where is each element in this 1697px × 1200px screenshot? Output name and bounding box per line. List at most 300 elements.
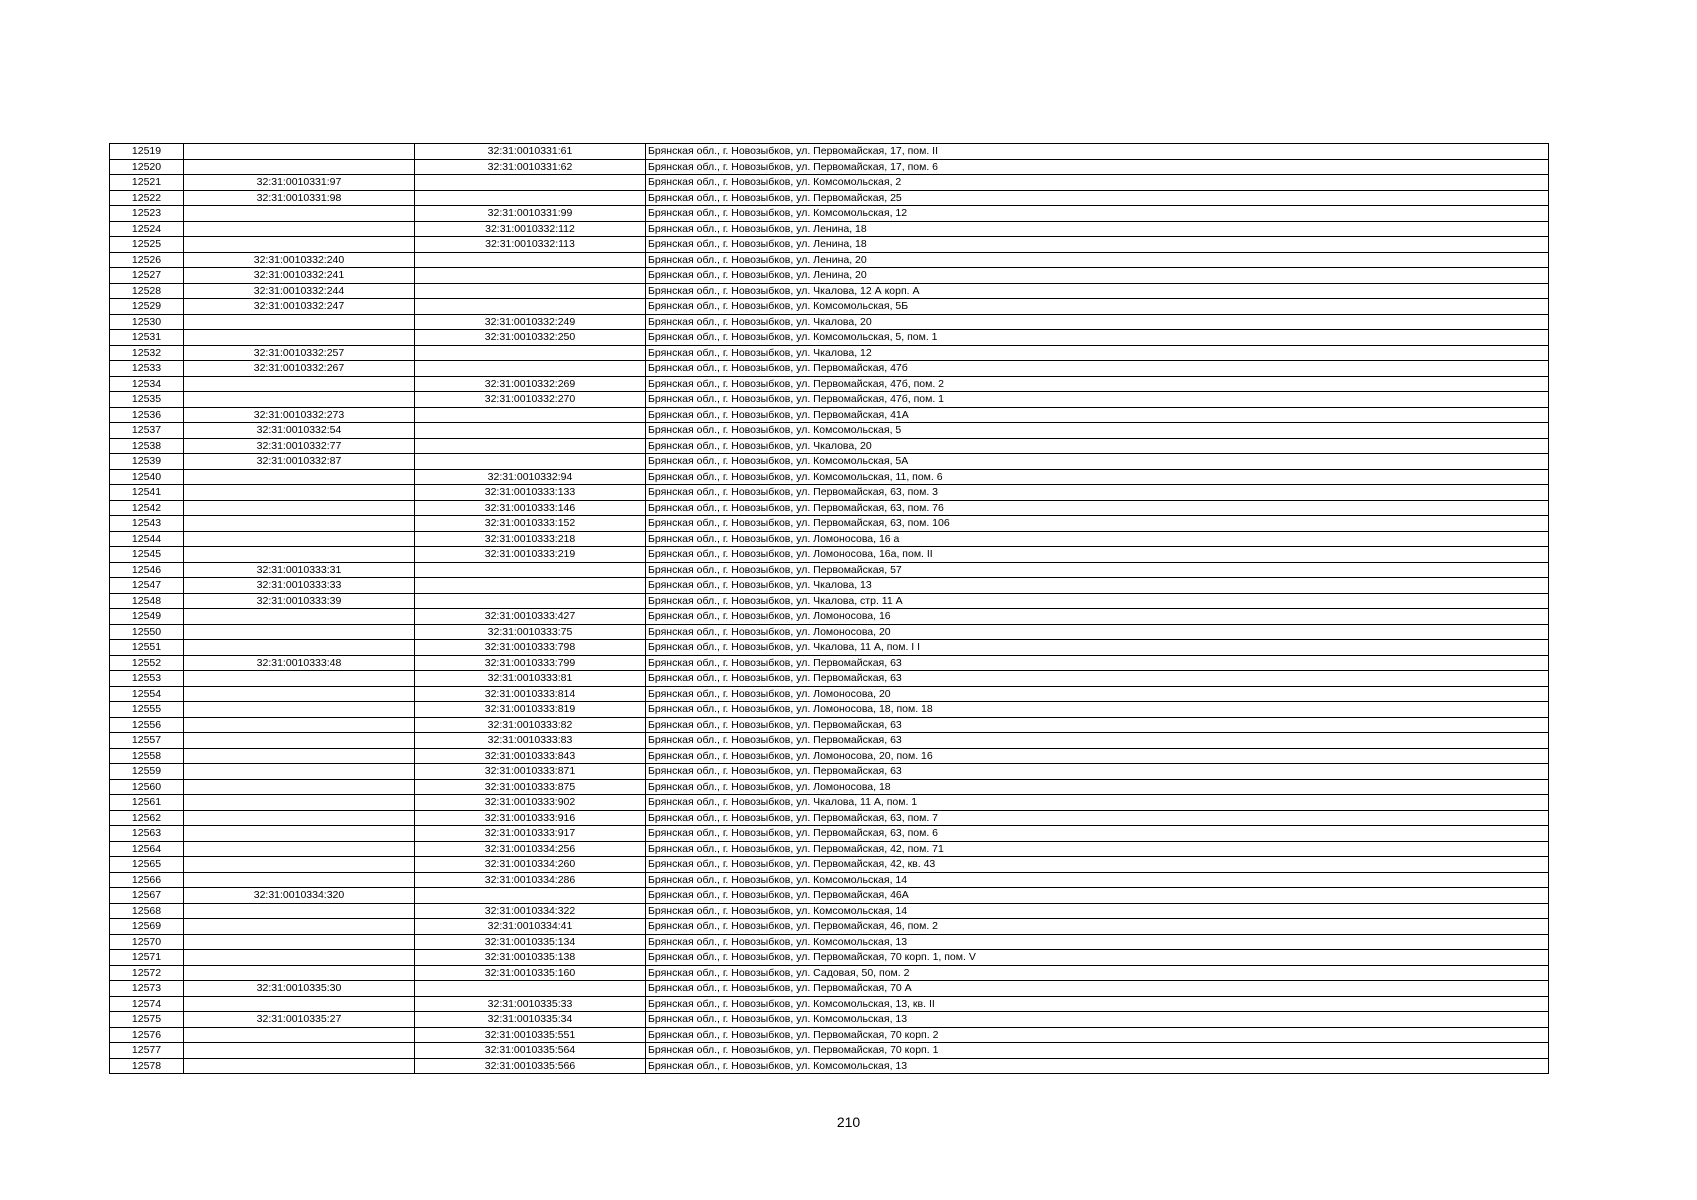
cadastral-number-room-cell: 32:31:0010333:917 [415, 826, 646, 842]
row-number-cell: 12569 [110, 919, 184, 935]
address-cell: Брянская обл., г. Новозыбков, ул. Первомайская, 46А [646, 888, 1549, 904]
row-number-cell: 12568 [110, 903, 184, 919]
cadastral-number-building-cell: 32:31:0010333:33 [184, 578, 415, 594]
address-cell: Брянская обл., г. Новозыбков, ул. Ленина, 20 [646, 252, 1549, 268]
row-number-cell: 12550 [110, 624, 184, 640]
cadastral-number-room-cell: 32:31:0010332:269 [415, 376, 646, 392]
address-cell: Брянская обл., г. Новозыбков, ул. Ленина, 20 [646, 268, 1549, 284]
row-number-cell: 12527 [110, 268, 184, 284]
cadastral-number-room-cell: 32:31:0010335:566 [415, 1058, 646, 1074]
cadastral-number-building-cell: 32:31:0010332:257 [184, 345, 415, 361]
cadastral-number-building-cell [184, 159, 415, 175]
table-row [110, 655, 1549, 671]
cadastral-number-room-cell: 32:31:0010331:99 [415, 206, 646, 222]
table-row [110, 686, 1549, 702]
address-cell: Брянская обл., г. Новозыбков, ул. Ломоносова, 18, пом. 18 [646, 702, 1549, 718]
table-row [110, 547, 1549, 563]
cadastral-number-room-cell: 32:31:0010335:551 [415, 1027, 646, 1043]
table-row [110, 268, 1549, 284]
row-number-cell: 12553 [110, 671, 184, 687]
cadastral-number-building-cell [184, 516, 415, 532]
cadastral-number-building-cell [184, 531, 415, 547]
row-number-cell: 12574 [110, 996, 184, 1012]
row-number-cell: 12573 [110, 981, 184, 997]
table-row [110, 190, 1549, 206]
cadastral-number-room-cell: 32:31:0010333:799 [415, 655, 646, 671]
row-number-cell: 12538 [110, 438, 184, 454]
table-row [110, 810, 1549, 826]
cadastral-number-building-cell [184, 779, 415, 795]
table-row [110, 950, 1549, 966]
row-number-cell: 12544 [110, 531, 184, 547]
cadastral-number-room-cell: 32:31:0010333:83 [415, 733, 646, 749]
page-number: 210 [836, 1114, 861, 1130]
address-cell: Брянская обл., г. Новозыбков, ул. Первомайская, 70 корп. 1, пом. V [646, 950, 1549, 966]
cadastral-number-room-cell [415, 888, 646, 904]
address-cell: Брянская обл., г. Новозыбков, ул. Ломоносова, 16 а [646, 531, 1549, 547]
cadastral-number-room-cell: 32:31:0010333:133 [415, 485, 646, 501]
cadastral-number-room-cell: 32:31:0010333:146 [415, 500, 646, 516]
cadastral-number-building-cell: 32:31:0010332:247 [184, 299, 415, 315]
cadastral-number-building-cell [184, 469, 415, 485]
table-row [110, 841, 1549, 857]
row-number-cell: 12565 [110, 857, 184, 873]
cadastral-number-room-cell [415, 438, 646, 454]
cadastral-number-room-cell: 32:31:0010334:260 [415, 857, 646, 873]
cadastral-number-room-cell: 32:31:0010332:270 [415, 392, 646, 408]
address-cell: Брянская обл., г. Новозыбков, ул. Ленина, 18 [646, 221, 1549, 237]
address-cell: Брянская обл., г. Новозыбков, ул. Первомайская, 41А [646, 407, 1549, 423]
cadastral-number-room-cell: 32:31:0010333:82 [415, 717, 646, 733]
row-number-cell: 12531 [110, 330, 184, 346]
table-row [110, 981, 1549, 997]
cadastral-number-room-cell: 32:31:0010333:75 [415, 624, 646, 640]
row-number-cell: 12524 [110, 221, 184, 237]
address-cell: Брянская обл., г. Новозыбков, ул. Первомайская, 63 [646, 717, 1549, 733]
row-number-cell: 12520 [110, 159, 184, 175]
row-number-cell: 12552 [110, 655, 184, 671]
table-row [110, 376, 1549, 392]
cadastral-number-building-cell [184, 237, 415, 253]
cadastral-number-room-cell: 32:31:0010332:249 [415, 314, 646, 330]
address-cell: Брянская обл., г. Новозыбков, ул. Ломоносова, 16а, пом. II [646, 547, 1549, 563]
table-row [110, 764, 1549, 780]
table-row [110, 1012, 1549, 1028]
cadastral-number-building-cell: 32:31:0010332:87 [184, 454, 415, 470]
address-cell: Брянская обл., г. Новозыбков, ул. Комсомольская, 12 [646, 206, 1549, 222]
cadastral-number-room-cell: 32:31:0010335:134 [415, 934, 646, 950]
address-cell: Брянская обл., г. Новозыбков, ул. Первомайская, 57 [646, 562, 1549, 578]
table-row [110, 299, 1549, 315]
address-cell: Брянская обл., г. Новозыбков, ул. Чкалова, стр. 11 А [646, 593, 1549, 609]
cadastral-number-room-cell: 32:31:0010332:250 [415, 330, 646, 346]
cadastral-number-building-cell: 32:31:0010331:97 [184, 175, 415, 191]
cadastral-number-building-cell [184, 330, 415, 346]
table-row [110, 826, 1549, 842]
cadastral-number-building-cell: 32:31:0010333:48 [184, 655, 415, 671]
address-cell: Брянская обл., г. Новозыбков, ул. Первомайская, 47б, пом. 1 [646, 392, 1549, 408]
row-number-cell: 12556 [110, 717, 184, 733]
cadastral-number-room-cell: 32:31:0010334:256 [415, 841, 646, 857]
address-cell: Брянская обл., г. Новозыбков, ул. Чкалова, 12 [646, 345, 1549, 361]
address-cell: Брянская обл., г. Новозыбков, ул. Комсомольская, 14 [646, 872, 1549, 888]
table-row [110, 888, 1549, 904]
table-row [110, 516, 1549, 532]
cadastral-number-room-cell: 32:31:0010334:41 [415, 919, 646, 935]
cadastral-number-room-cell: 32:31:0010333:819 [415, 702, 646, 718]
cadastral-number-room-cell [415, 175, 646, 191]
row-number-cell: 12541 [110, 485, 184, 501]
address-cell: Брянская обл., г. Новозыбков, ул. Первомайская, 42, пом. 71 [646, 841, 1549, 857]
cadastral-number-room-cell: 32:31:0010332:94 [415, 469, 646, 485]
table-row [110, 996, 1549, 1012]
address-cell: Брянская обл., г. Новозыбков, ул. Первомайская, 70 А [646, 981, 1549, 997]
cadastral-number-room-cell: 32:31:0010335:138 [415, 950, 646, 966]
table-row [110, 144, 1549, 160]
address-cell: Брянская обл., г. Новозыбков, ул. Первомайская, 63, пом. 76 [646, 500, 1549, 516]
cadastral-number-room-cell: 32:31:0010333:218 [415, 531, 646, 547]
table-row [110, 345, 1549, 361]
table-row [110, 733, 1549, 749]
address-cell: Брянская обл., г. Новозыбков, ул. Первомайская, 46, пом. 2 [646, 919, 1549, 935]
row-number-cell: 12537 [110, 423, 184, 439]
cadastral-number-room-cell: 32:31:0010333:871 [415, 764, 646, 780]
row-number-cell: 12545 [110, 547, 184, 563]
table-row [110, 252, 1549, 268]
table-row [110, 903, 1549, 919]
address-cell: Брянская обл., г. Новозыбков, ул. Комсомольская, 13 [646, 934, 1549, 950]
cadastral-number-room-cell: 32:31:0010333:81 [415, 671, 646, 687]
cadastral-number-room-cell: 32:31:0010332:113 [415, 237, 646, 253]
address-cell: Брянская обл., г. Новозыбков, ул. Первомайская, 63 [646, 655, 1549, 671]
cadastral-number-building-cell [184, 144, 415, 160]
address-cell: Брянская обл., г. Новозыбков, ул. Комсомольская, 13 [646, 1058, 1549, 1074]
table-row [110, 934, 1549, 950]
table-row [110, 1058, 1549, 1074]
cadastral-number-room-cell: 32:31:0010333:798 [415, 640, 646, 656]
row-number-cell: 12528 [110, 283, 184, 299]
cadastral-number-building-cell [184, 857, 415, 873]
row-number-cell: 12522 [110, 190, 184, 206]
cadastral-number-building-cell [184, 609, 415, 625]
cadastral-number-building-cell [184, 500, 415, 516]
cadastral-number-room-cell [415, 562, 646, 578]
address-cell: Брянская обл., г. Новозыбков, ул. Чкалова, 20 [646, 314, 1549, 330]
row-number-cell: 12562 [110, 810, 184, 826]
row-number-cell: 12539 [110, 454, 184, 470]
row-number-cell: 12563 [110, 826, 184, 842]
address-cell: Брянская обл., г. Новозыбков, ул. Первомайская, 17, пом. II [646, 144, 1549, 160]
table-row [110, 671, 1549, 687]
row-number-cell: 12548 [110, 593, 184, 609]
cadastral-number-room-cell [415, 454, 646, 470]
table-row [110, 438, 1549, 454]
row-number-cell: 12572 [110, 965, 184, 981]
cadastral-number-building-cell [184, 965, 415, 981]
address-cell: Брянская обл., г. Новозыбков, ул. Ломоносова, 18 [646, 779, 1549, 795]
table-row [110, 748, 1549, 764]
cadastral-number-room-cell [415, 361, 646, 377]
cadastral-number-room-cell [415, 593, 646, 609]
table-row [110, 361, 1549, 377]
row-number-cell: 12519 [110, 144, 184, 160]
cadastral-number-room-cell: 32:31:0010331:62 [415, 159, 646, 175]
row-number-cell: 12554 [110, 686, 184, 702]
table-row [110, 857, 1549, 873]
row-number-cell: 12577 [110, 1043, 184, 1059]
cadastral-number-room-cell: 32:31:0010335:33 [415, 996, 646, 1012]
cadastral-number-room-cell: 32:31:0010333:875 [415, 779, 646, 795]
table-row [110, 330, 1549, 346]
address-cell: Брянская обл., г. Новозыбков, ул. Ломоносова, 20 [646, 624, 1549, 640]
cadastral-number-room-cell: 32:31:0010333:152 [415, 516, 646, 532]
row-number-cell: 12570 [110, 934, 184, 950]
table-row [110, 314, 1549, 330]
cadastral-number-room-cell: 32:31:0010335:34 [415, 1012, 646, 1028]
cadastral-number-room-cell: 32:31:0010333:427 [415, 609, 646, 625]
address-cell: Брянская обл., г. Новозыбков, ул. Первомайская, 47б, пом. 2 [646, 376, 1549, 392]
cadastral-number-building-cell: 32:31:0010332:267 [184, 361, 415, 377]
cadastral-number-building-cell [184, 206, 415, 222]
cadastral-number-building-cell [184, 717, 415, 733]
address-cell: Брянская обл., г. Новозыбков, ул. Чкалова, 20 [646, 438, 1549, 454]
table-row [110, 624, 1549, 640]
cadastral-number-building-cell: 32:31:0010332:54 [184, 423, 415, 439]
cadastral-number-building-cell: 32:31:0010335:27 [184, 1012, 415, 1028]
cadastral-number-building-cell [184, 702, 415, 718]
cadastral-number-building-cell: 32:31:0010332:244 [184, 283, 415, 299]
table-row [110, 779, 1549, 795]
row-number-cell: 12523 [110, 206, 184, 222]
cadastral-number-room-cell: 32:31:0010334:286 [415, 872, 646, 888]
table-row [110, 469, 1549, 485]
address-cell: Брянская обл., г. Новозыбков, ул. Чкалова, 13 [646, 578, 1549, 594]
address-cell: Брянская обл., г. Новозыбков, ул. Комсомольская, 11, пом. 6 [646, 469, 1549, 485]
table-row [110, 392, 1549, 408]
table-row [110, 919, 1549, 935]
cadastral-number-room-cell: 32:31:0010335:160 [415, 965, 646, 981]
cadastral-number-building-cell: 32:31:0010332:240 [184, 252, 415, 268]
row-number-cell: 12529 [110, 299, 184, 315]
address-cell: Брянская обл., г. Новозыбков, ул. Ленина, 18 [646, 237, 1549, 253]
row-number-cell: 12546 [110, 562, 184, 578]
cadastral-number-room-cell: 32:31:0010332:112 [415, 221, 646, 237]
row-number-cell: 12540 [110, 469, 184, 485]
cadastral-number-building-cell [184, 624, 415, 640]
cadastral-number-building-cell [184, 764, 415, 780]
table-row [110, 159, 1549, 175]
address-cell: Брянская обл., г. Новозыбков, ул. Ломоносова, 20, пом. 16 [646, 748, 1549, 764]
address-cell: Брянская обл., г. Новозыбков, ул. Первомайская, 63 [646, 764, 1549, 780]
table-row [110, 578, 1549, 594]
cadastral-number-room-cell: 32:31:0010333:843 [415, 748, 646, 764]
row-number-cell: 12547 [110, 578, 184, 594]
table-row [110, 593, 1549, 609]
row-number-cell: 12567 [110, 888, 184, 904]
address-cell: Брянская обл., г. Новозыбков, ул. Комсомольская, 5А [646, 454, 1549, 470]
cadastral-number-building-cell: 32:31:0010333:31 [184, 562, 415, 578]
table-row [110, 640, 1549, 656]
address-cell: Брянская обл., г. Новозыбков, ул. Первомайская, 47б [646, 361, 1549, 377]
cadastral-number-room-cell [415, 299, 646, 315]
row-number-cell: 12555 [110, 702, 184, 718]
table-row [110, 702, 1549, 718]
address-cell: Брянская обл., г. Новозыбков, ул. Комсомольская, 13, кв. II [646, 996, 1549, 1012]
cadastral-number-building-cell [184, 392, 415, 408]
cadastral-number-building-cell [184, 376, 415, 392]
table-row [110, 206, 1549, 222]
row-number-cell: 12521 [110, 175, 184, 191]
row-number-cell: 12571 [110, 950, 184, 966]
cadastral-number-room-cell [415, 423, 646, 439]
address-cell: Брянская обл., г. Новозыбков, ул. Первомайская, 63, пом. 106 [646, 516, 1549, 532]
cadastral-number-room-cell: 32:31:0010331:61 [415, 144, 646, 160]
row-number-cell: 12575 [110, 1012, 184, 1028]
cadastral-number-building-cell [184, 221, 415, 237]
address-cell: Брянская обл., г. Новозыбков, ул. Первомайская, 70 корп. 2 [646, 1027, 1549, 1043]
row-number-cell: 12561 [110, 795, 184, 811]
address-cell: Брянская обл., г. Новозыбков, ул. Комсомольская, 14 [646, 903, 1549, 919]
row-number-cell: 12558 [110, 748, 184, 764]
row-number-cell: 12542 [110, 500, 184, 516]
row-number-cell: 12525 [110, 237, 184, 253]
table-row [110, 283, 1549, 299]
cadastral-number-building-cell: 32:31:0010334:320 [184, 888, 415, 904]
row-number-cell: 12551 [110, 640, 184, 656]
row-number-cell: 12534 [110, 376, 184, 392]
cadastral-number-building-cell [184, 314, 415, 330]
row-number-cell: 12532 [110, 345, 184, 361]
table-row [110, 965, 1549, 981]
row-number-cell: 12576 [110, 1027, 184, 1043]
table-row [110, 237, 1549, 253]
cadastral-table [109, 143, 1549, 1074]
row-number-cell: 12526 [110, 252, 184, 268]
table-row [110, 531, 1549, 547]
table-row [110, 795, 1549, 811]
table-row [110, 407, 1549, 423]
address-cell: Брянская обл., г. Новозыбков, ул. Комсомольская, 5 [646, 423, 1549, 439]
cadastral-number-room-cell [415, 190, 646, 206]
cadastral-number-room-cell: 32:31:0010333:916 [415, 810, 646, 826]
cadastral-number-building-cell [184, 671, 415, 687]
cadastral-number-building-cell [184, 733, 415, 749]
table-row [110, 500, 1549, 516]
cadastral-number-building-cell [184, 485, 415, 501]
cadastral-number-room-cell [415, 283, 646, 299]
address-cell: Брянская обл., г. Новозыбков, ул. Первомайская, 25 [646, 190, 1549, 206]
address-cell: Брянская обл., г. Новозыбков, ул. Первомайская, 63, пом. 7 [646, 810, 1549, 826]
cadastral-number-building-cell [184, 826, 415, 842]
cadastral-number-room-cell [415, 981, 646, 997]
row-number-cell: 12543 [110, 516, 184, 532]
cadastral-number-building-cell [184, 1058, 415, 1074]
address-cell: Брянская обл., г. Новозыбков, ул. Чкалова, 12 А корп. А [646, 283, 1549, 299]
cadastral-number-building-cell [184, 950, 415, 966]
address-cell: Брянская обл., г. Новозыбков, ул. Первомайская, 70 корп. 1 [646, 1043, 1549, 1059]
address-cell: Брянская обл., г. Новозыбков, ул. Комсомольская, 5, пом. 1 [646, 330, 1549, 346]
cadastral-number-building-cell [184, 748, 415, 764]
address-cell: Брянская обл., г. Новозыбков, ул. Комсомольская, 2 [646, 175, 1549, 191]
address-cell: Брянская обл., г. Новозыбков, ул. Комсомольская, 13 [646, 1012, 1549, 1028]
cadastral-number-room-cell: 32:31:0010335:564 [415, 1043, 646, 1059]
cadastral-number-building-cell [184, 996, 415, 1012]
cadastral-number-building-cell [184, 934, 415, 950]
address-cell: Брянская обл., г. Новозыбков, ул. Комсомольская, 5Б [646, 299, 1549, 315]
address-cell: Брянская обл., г. Новозыбков, ул. Первомайская, 42, кв. 43 [646, 857, 1549, 873]
table-row [110, 717, 1549, 733]
cadastral-number-room-cell [415, 345, 646, 361]
cadastral-number-building-cell [184, 686, 415, 702]
cadastral-number-building-cell: 32:31:0010332:77 [184, 438, 415, 454]
table-body [110, 144, 1549, 1074]
cadastral-number-room-cell: 32:31:0010333:814 [415, 686, 646, 702]
cadastral-number-room-cell [415, 578, 646, 594]
address-cell: Брянская обл., г. Новозыбков, ул. Первомайская, 63 [646, 671, 1549, 687]
address-cell: Брянская обл., г. Новозыбков, ул. Первомайская, 63, пом. 6 [646, 826, 1549, 842]
cadastral-number-building-cell [184, 1027, 415, 1043]
table-row [110, 175, 1549, 191]
address-cell: Брянская обл., г. Новозыбков, ул. Чкалова, 11 А, пом. 1 [646, 795, 1549, 811]
table-row [110, 221, 1549, 237]
table-row [110, 872, 1549, 888]
address-cell: Брянская обл., г. Новозыбков, ул. Первомайская, 63 [646, 733, 1549, 749]
cadastral-number-building-cell: 32:31:0010331:98 [184, 190, 415, 206]
row-number-cell: 12560 [110, 779, 184, 795]
table-row [110, 609, 1549, 625]
address-cell: Брянская обл., г. Новозыбков, ул. Первомайская, 17, пом. 6 [646, 159, 1549, 175]
cadastral-number-building-cell [184, 872, 415, 888]
table-row [110, 485, 1549, 501]
cadastral-number-building-cell [184, 841, 415, 857]
address-cell: Брянская обл., г. Новозыбков, ул. Ломоносова, 20 [646, 686, 1549, 702]
table-row [110, 454, 1549, 470]
cadastral-number-room-cell [415, 252, 646, 268]
table-row [110, 562, 1549, 578]
row-number-cell: 12564 [110, 841, 184, 857]
cadastral-number-building-cell [184, 810, 415, 826]
row-number-cell: 12559 [110, 764, 184, 780]
row-number-cell: 12549 [110, 609, 184, 625]
cadastral-number-building-cell [184, 795, 415, 811]
cadastral-number-room-cell [415, 407, 646, 423]
row-number-cell: 12557 [110, 733, 184, 749]
row-number-cell: 12530 [110, 314, 184, 330]
cadastral-number-building-cell [184, 640, 415, 656]
cadastral-number-room-cell: 32:31:0010333:902 [415, 795, 646, 811]
table-row [110, 423, 1549, 439]
cadastral-number-room-cell [415, 268, 646, 284]
cadastral-number-building-cell [184, 919, 415, 935]
table-row [110, 1043, 1549, 1059]
address-cell: Брянская обл., г. Новозыбков, ул. Первомайская, 63, пом. 3 [646, 485, 1549, 501]
cadastral-number-building-cell: 32:31:0010332:241 [184, 268, 415, 284]
cadastral-number-building-cell: 32:31:0010333:39 [184, 593, 415, 609]
row-number-cell: 12566 [110, 872, 184, 888]
cadastral-number-building-cell [184, 547, 415, 563]
address-cell: Брянская обл., г. Новозыбков, ул. Чкалова, 11 А, пом. I I [646, 640, 1549, 656]
cadastral-number-building-cell: 32:31:0010332:273 [184, 407, 415, 423]
cadastral-number-building-cell [184, 903, 415, 919]
row-number-cell: 12533 [110, 361, 184, 377]
row-number-cell: 12578 [110, 1058, 184, 1074]
cadastral-number-building-cell: 32:31:0010335:30 [184, 981, 415, 997]
address-cell: Брянская обл., г. Новозыбков, ул. Ломоносова, 16 [646, 609, 1549, 625]
row-number-cell: 12536 [110, 407, 184, 423]
cadastral-number-room-cell: 32:31:0010334:322 [415, 903, 646, 919]
address-cell: Брянская обл., г. Новозыбков, ул. Садовая, 50, пом. 2 [646, 965, 1549, 981]
row-number-cell: 12535 [110, 392, 184, 408]
